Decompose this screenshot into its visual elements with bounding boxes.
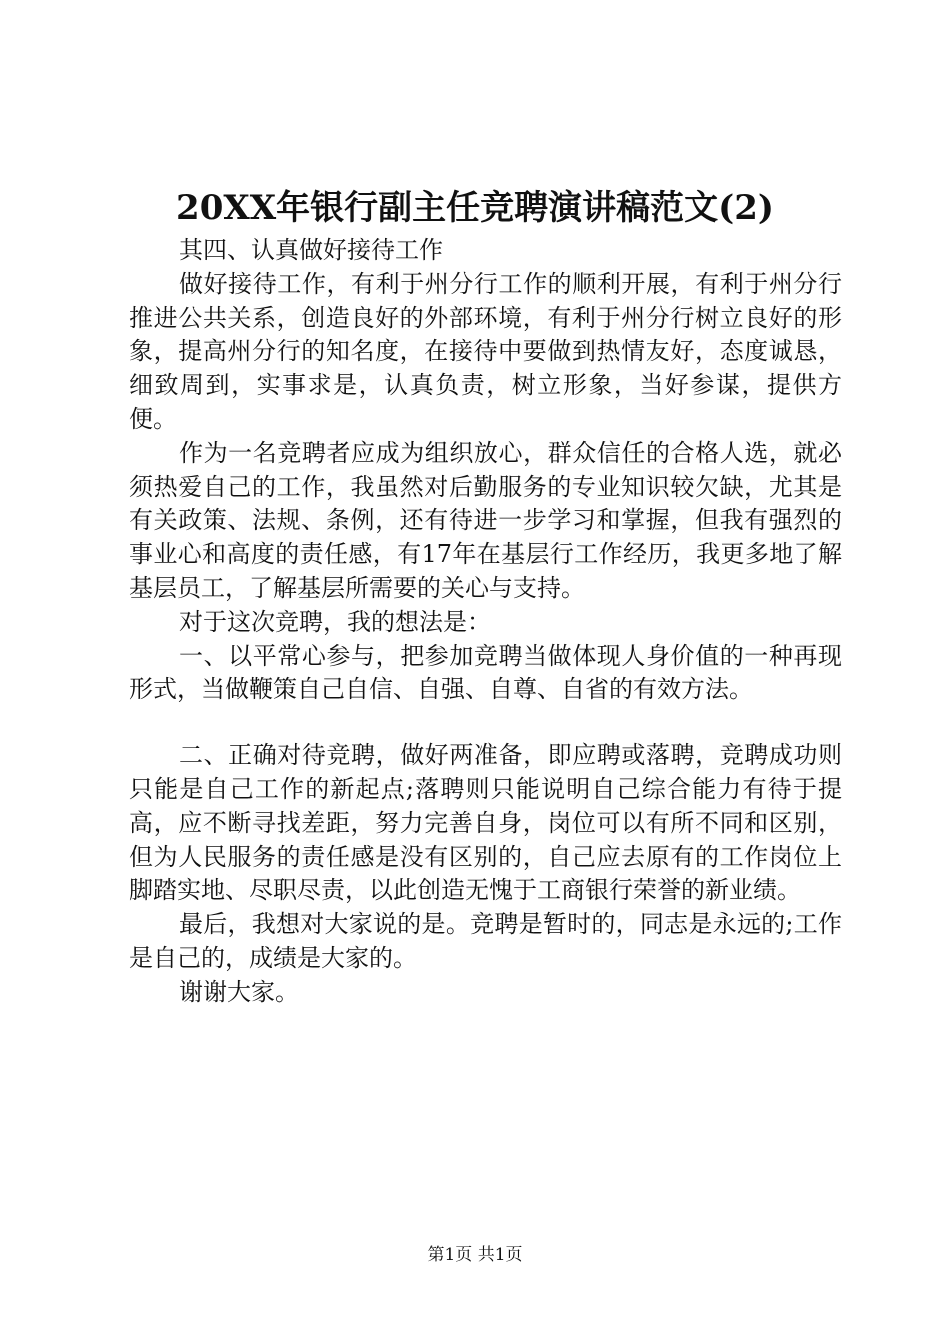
paragraph-point-one: 一、以平常心参与，把参加竞聘当做体现人身价值的一种再现形式，当做鞭策自己自信、自强、自尊、自省的有效方法。 xyxy=(129,641,842,704)
paragraph-candidate-qualification: 作为一名竞聘者应成为组织放心，群众信任的合格人选，就必须热爱自己的工作，我虽然对后勤服务的专业知识较欠缺，尤其是有关政策、法规、条例，还有待进一步学习和掌握，但我有强烈的事业心和高度的责任感，有17年在基层行工作经历，我更多地了解基层员工，了解基层所需要的关心与支持。 xyxy=(129,438,842,602)
paragraph-reception-work: 做好接待工作，有利于州分行工作的顺利开展，有利于州分行推进公共关系，创造良好的外部环境，有利于州分行树立良好的形象，提高州分行的知名度，在接待中要做到热情友好，态度诚恳，细致周到，实事求是，认真负责，树立形象，当好参谋，提供方便。 xyxy=(129,269,842,433)
document-title: 20XX年银行副主任竞聘演讲稿范文(2) xyxy=(176,188,774,228)
paragraph-closing-remarks: 最后，我想对大家说的是。竞聘是暂时的，同志是永远的;工作是自己的，成绩是大家的。 xyxy=(129,910,842,972)
document-body xyxy=(129,234,842,1010)
paragraph-gap xyxy=(129,707,842,739)
paragraph-point-two: 二、正确对待竞聘，做好两准备，即应聘或落聘，竞聘成功则只能是自己工作的新起点;落聘则只能说明自己综合能力有待于提高，应不断寻找差距，努力完善自身，岗位可以有所不同和区别，但为人民服务的责任感是没有区别的，自己应去原有的工作岗位上脚踏实地、尽职尽责，以此创造无愧于工商银行荣誉的新业绩。 xyxy=(129,741,842,905)
paragraph-thanks: 谢谢大家。 xyxy=(179,977,299,1006)
paragraph-section-heading: 其四、认真做好接待工作 xyxy=(179,236,443,264)
paragraph-thoughts-intro: 对于这次竞聘，我的想法是： xyxy=(179,607,491,636)
page-footer: 第1页 共1页 xyxy=(427,1245,523,1265)
